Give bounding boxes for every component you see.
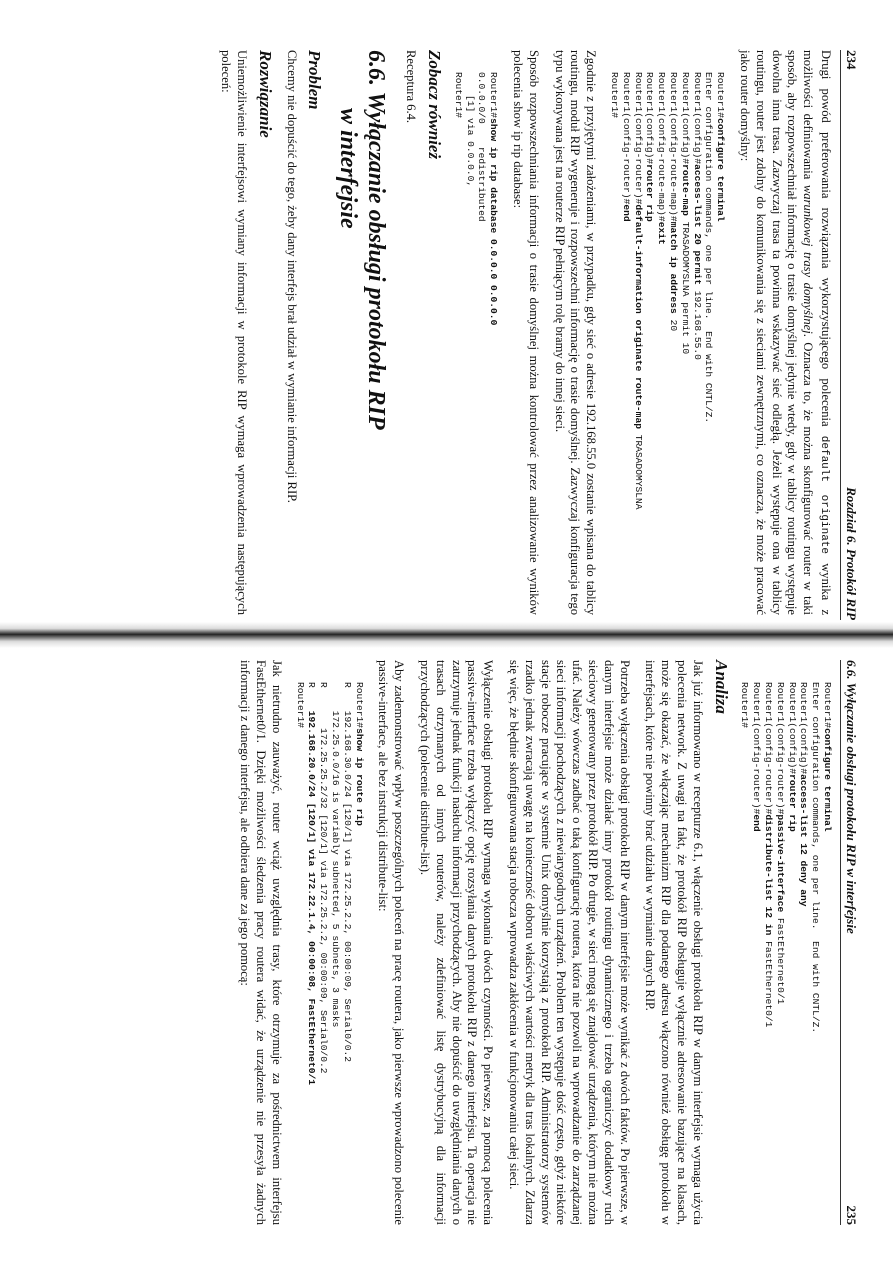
paragraph: Sposób rozpowszechniania informacji o trasie domyślnej można kontrolować przez analizowanie wyników polecenia show ip rip database:: [511, 50, 541, 615]
code-line: [762, 682, 774, 1225]
code-command: distribute-list 12 in: [763, 814, 775, 936]
code-prompt: Router1#: [822, 682, 833, 729]
analysis-heading: Analiza: [711, 660, 731, 714]
code-prompt: Router1(config-router)#: [774, 682, 786, 815]
code-prompt: R 192.168.30.0/24 [120/1] via 172.25.2.2, 00:00:09, Serial0/0.2: [341, 682, 353, 1062]
problem-heading: Problem: [305, 50, 325, 110]
code-line: [318, 682, 330, 1225]
code-block: [452, 72, 499, 615]
code-prompt: Router1(config)#: [798, 682, 810, 775]
code-command: access-list 20 permit: [691, 164, 703, 286]
left-page-number: 234: [844, 50, 859, 70]
intro-text-3: . Oznacza to, że można skonfigurować router w taki sposób, aby rozpowszechniał informację o trasie domyślnej jedynie wtedy, gdy w tablicy routingu występuje dowolna inna trasa. Zazwyczaj trasa ta powinna wskazywać sieć odległą. Jeżeli występuje ona w tablicy routingu, router jest zdolny do komunikowania się z sieciami zewnętrznymi, co oznacza, że może pracować jako router domyślny:: [738, 50, 816, 615]
left-page: [0, 0, 893, 620]
solution-heading: Rozwiązanie: [255, 50, 275, 138]
see-also-text: Receptura 6.4.: [404, 50, 419, 124]
code-argument: TRASADOMYSLNA: [632, 428, 644, 510]
code-line: [464, 72, 476, 615]
code-line: [329, 682, 341, 1225]
code-line: [620, 72, 632, 615]
code-prompt: 172.25.0.0/16 is variably subnetted, 5 subnets, 3 masks: [330, 682, 342, 1028]
code-line: [353, 682, 365, 1225]
code-prompt: Router1#: [294, 682, 306, 729]
code-command: show ip route rip: [353, 728, 365, 826]
code-command: access-list 12 deny any: [798, 774, 810, 907]
right-page: [0, 650, 893, 1263]
code-block: [608, 72, 726, 615]
code-prompt: Router1(config-router)#: [763, 682, 775, 815]
code-line: [714, 72, 726, 615]
code-line: [452, 72, 464, 615]
code-command: end: [620, 204, 632, 222]
code-argument: FastEthernet0/1: [763, 935, 775, 1028]
code-prompt: Router1(config)#: [691, 72, 703, 165]
code-line: [476, 72, 488, 615]
code-line: [679, 72, 691, 615]
right-page-content: [227, 660, 833, 1225]
code-prompt: Router1(config)#: [644, 72, 656, 165]
intro-text-2: wynika z możliwości definiowania: [801, 50, 833, 616]
section-number: 6.6.: [363, 50, 390, 86]
code-line: [306, 682, 318, 1225]
code-prompt: Router1#: [353, 682, 365, 729]
code-line: [691, 72, 703, 615]
see-also-heading: Zobacz również: [425, 50, 445, 160]
code-block: [739, 682, 833, 1225]
code-command: match ip address: [668, 221, 680, 314]
code-prompt: 0.0.0.0/0 redistributed: [476, 72, 488, 222]
code-prompt: Router1(config-route-map)#: [656, 72, 668, 222]
left-running-head-title: Rozdział 6. Protokół RIP: [844, 487, 859, 620]
code-prompt: Router1#: [715, 72, 727, 119]
code-line: [341, 682, 353, 1225]
code-argument: 20: [668, 313, 680, 332]
code-prompt: R: [306, 682, 318, 711]
code-line: [632, 72, 644, 615]
code-command: route-map: [679, 164, 691, 216]
code-argument: 192.168.55.0: [691, 285, 703, 360]
section-title: [334, 50, 390, 615]
code-argument: TRASADOMYSLNA permit 10: [679, 215, 691, 355]
code-command: configure terminal: [715, 118, 727, 222]
solution-text: Uniemożliwienie interfejsowi wymiany informacji w protokole RIP wymaga wprowadzenia następujących poleceń:: [219, 50, 250, 615]
code-block: [294, 682, 365, 1225]
code-prompt: Router1(config-router)#: [751, 682, 763, 815]
book-gutter: [0, 622, 893, 648]
paragraph: Zgodnie z przyjętymi założeniami, w przypadku, gdy sieć o adresie 192.168.55.0 zostanie wpisana do tablicy routingu, moduł RIP wygeneruje i rozpowszechni informację o trasie domyślnej. Zazwyczaj konfiguracja tego typu wykonywana jest na routerze RIP pełniącym rolę bramy do innej sieci.: [552, 50, 599, 615]
code-line: [655, 72, 667, 615]
paragraph: Wyłączenie obsługi protokołu RIP wymaga wykonania dwóch czynności. Po pierwsze, za pomocą polecenia passive-interface trzeba wyłączyć opcję rozsyłania danych protokołu RIP z danego interfejsu. Ta operacja nie zatrzymuje jednak funkcji nasłuchu informacji przychodzących. Aby nie dopuścić do uwzględniania danych o trasach otrzymanych od innych routerów, należy zdefiniować listę dystrybucyjną dla informacji przychodzących (polecenie distribute-list).: [418, 660, 496, 1225]
code-line: [786, 682, 798, 1225]
code-prompt: Enter configuration commands, one per line. End with CNTL/Z.: [703, 72, 715, 424]
right-page-number: 235: [844, 1205, 859, 1225]
left-running-header: [840, 50, 859, 620]
right-running-header: [840, 660, 859, 1225]
code-prompt: Router1(config)#: [786, 682, 798, 775]
code-prompt: Router1#: [452, 72, 464, 119]
code-line: [487, 72, 499, 615]
paragraph: Jak już informowano w recepturze 6.1, włączenie obsługi protokołu RIP w danym interfejsie wymaga użycia polecenia network. Z uwagi na fakt, że protokół RIP obsługuje wyłącznie adresowanie bazujące na klasach, może się okazać, że włączając mechanizm RIP dla podanego adresu włączono również obsługę protokołu w interfejsach, które nie powinny brać udziału w wymianie danych RIP.: [643, 660, 705, 1225]
code-command: default-information originate route-map: [632, 204, 644, 429]
code-line: [809, 682, 821, 1225]
code-prompt: Router1#: [488, 72, 500, 119]
code-line: [703, 72, 715, 615]
problem-text: Chcemy nie dopuścić do tego, żeby dany interfejs brał udział w wymianie informacji RIP.: [284, 50, 299, 503]
code-prompt: [1] via 0.0.0.0,: [464, 72, 476, 188]
section-title-line1: Wyłączanie obsługi protokołu RIP: [363, 91, 390, 430]
code-command: router rip: [644, 164, 656, 222]
code-command: configure terminal: [822, 728, 833, 832]
code-prompt: Router1#: [739, 682, 751, 729]
code-line: [750, 682, 762, 1225]
code-command: passive-interface: [774, 814, 786, 913]
code-line: [739, 682, 751, 1225]
code-line: [798, 682, 810, 1225]
code-line: [774, 682, 786, 1225]
right-running-head-title: 6.6. Wyłączanie obsługi protokołu RIP w interfejsie: [844, 660, 859, 934]
code-prompt: R 172.25.25.2/32 [120/1] via 172.25.2.2, 00:00:09, Serial0/0.2: [318, 682, 330, 1074]
code-prompt: Router1(config-router)#: [632, 72, 644, 205]
code-line: [608, 72, 620, 615]
code-line: [821, 682, 833, 1225]
intro-paragraph: [736, 50, 833, 615]
code-line: [294, 682, 306, 1225]
code-prompt: Router1#: [609, 72, 621, 119]
code-prompt: Router1(config-route-map)#: [668, 72, 680, 222]
code-prompt: Router1(config)#: [679, 72, 691, 165]
code-command: router rip: [786, 774, 798, 832]
code-command: end: [751, 814, 763, 832]
code-argument: FastEthernet0/1: [774, 912, 786, 1005]
code-command: 192.168.20.0/24 [120/1] via 172.22.1.4, 00:00:08, FastEthernet0/1: [306, 710, 318, 1086]
section-title-line2: w interfejsie: [335, 108, 362, 229]
code-prompt: Router1(config-router)#: [620, 72, 632, 205]
paragraph: Potrzeba wyłączenia obsługi protokołu RIP w danym interfejsie może wynikać z dwóch faktów. Po pierwsze, w danym interfejsie może działać inny protokół routingu dynamicznego i trzeba ograniczyć dodatkowy ruch sieciowy generowany przez protokół RIP. Po drugie, w sieci mogą się znajdować urządzenia, którym nie można ufać. Należy wówczas zadbać o taką konfigurację routera, która nie pozwoli na wprowadzanie do zarządzanej sieci informacji pochodzących z niewiarygodnych urządzeń. Problem ten występuje dość często, gdyż niektóre stacje robocze pracujące w systemie Unix domyślnie korzystają z protokołu RIP. Administratorzy systemów rzadko jednak zwracają uwagę na konieczność doboru właściwych wartości metryk dla tras lokalnych. Zdarza się więc, że błędnie skonfigurowana stacja robocza wprowadza zakłócenia w funkcjonowaniu całej sieci.: [507, 660, 632, 1225]
code-line: [667, 72, 679, 615]
code-prompt: Enter configuration commands, one per line. End with CNTL/Z.: [810, 682, 822, 1034]
paragraph: Aby zademonstrować wpływ poszczególnych poleceń na pracę routera, jako pierwsze wprowadzono polecenie passive-interface, ale bez instrukcji distribute-list:: [376, 660, 407, 1225]
code-command: exit: [656, 221, 668, 245]
intro-code: default originate: [818, 435, 830, 555]
paragraph: Jak nietrudno zauważyć, router wciąż uwzględnia trasy, które otrzymuje za pośrednictwem interfejsu FastEthernet0/1. Dzięki możliwości śledzenia pracy routera widać, że urządzenie nie przesyła żadnych informacji z danego interfejsu, ale odbiera dane za jego pomocą:: [238, 660, 284, 1225]
left-page-content: [208, 50, 834, 615]
code-command: show ip rip database 0.0.0.0 0.0.0.0: [488, 118, 500, 326]
intro-text-1: Drugi powód preferowania rozwiązania wykorzystującego polecenia: [819, 50, 833, 427]
intro-italic: warunkowej trasy domyślnej: [801, 184, 816, 334]
code-line: [644, 72, 656, 615]
